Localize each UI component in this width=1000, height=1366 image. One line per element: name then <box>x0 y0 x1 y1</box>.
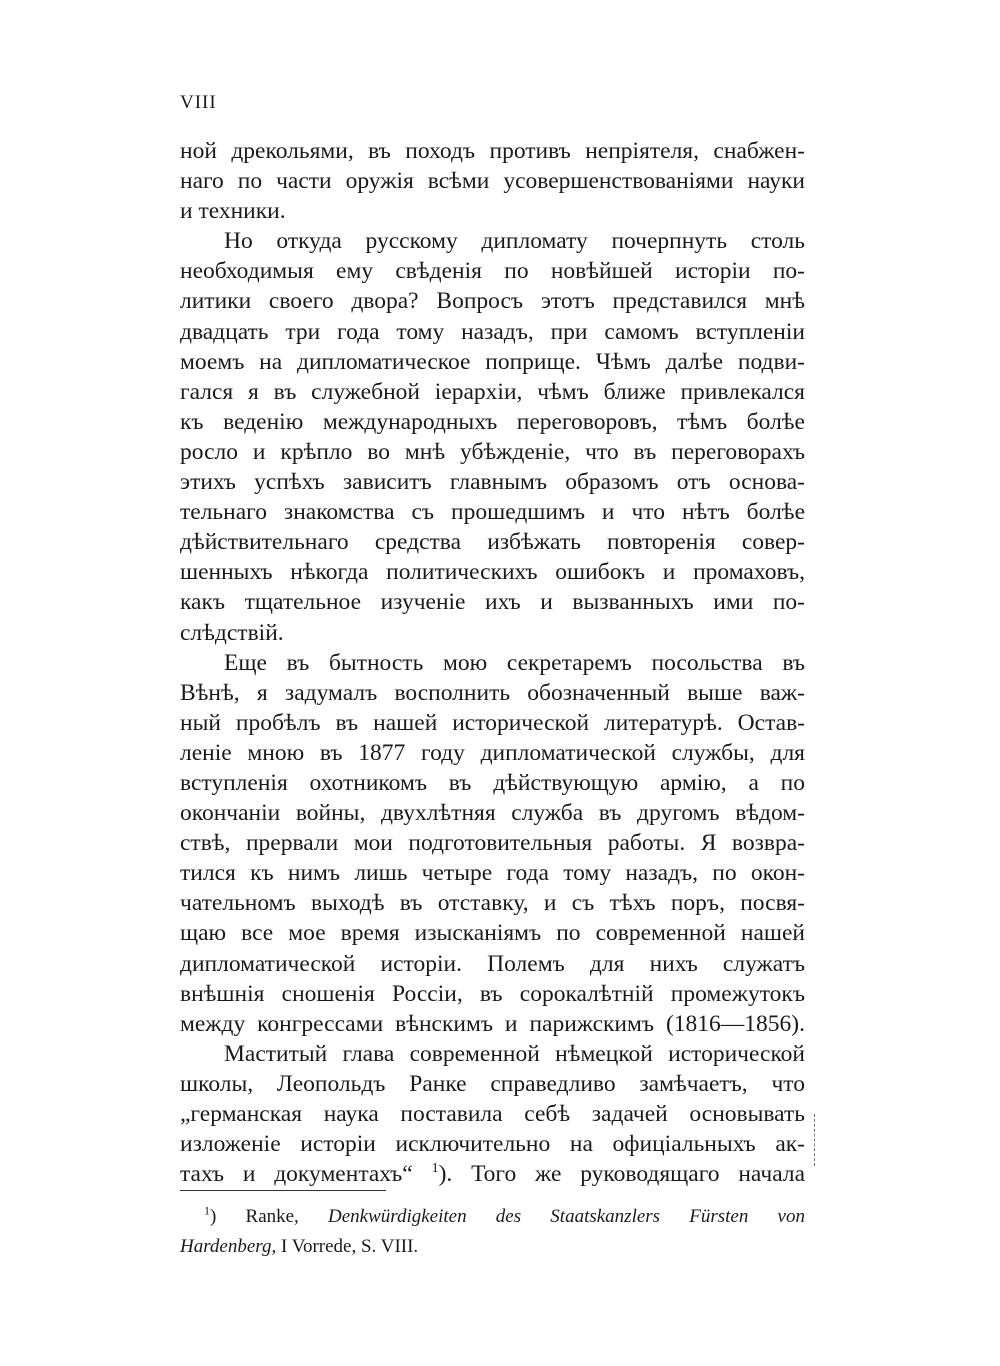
text-line: Но откуда русскому дипломату почерпнуть столь <box>224 228 805 255</box>
text-line: вступленія охотникомъ въ дѣйствующую армію, а по <box>180 769 805 796</box>
text-line <box>180 1159 805 1189</box>
text-line: дѣйствительнаго средства избѣжать повторенія совер- <box>180 529 805 556</box>
text-line: наго по части оружія всѣми усовершенствованіями науки <box>180 168 805 195</box>
text-line: слѣдствій. <box>180 619 284 646</box>
text-line: школы, Леопольдъ Ранке справедливо замѣчаетъ, что <box>180 1070 805 1097</box>
text-line: Вѣнѣ, я задумалъ восполнить обозначенный выше важ- <box>180 679 805 706</box>
text-line: окончаніи войны, двухлѣтняя служба въ другомъ вѣдом- <box>180 800 805 827</box>
footnote-line <box>180 1202 805 1232</box>
footnote-marker: 1 <box>204 1203 210 1218</box>
footnote <box>180 1202 805 1262</box>
text-line: къ веденію международныхъ переговоровъ, тѣмъ болѣе <box>180 408 805 435</box>
margin-mark <box>814 1114 815 1166</box>
text-line: гался я въ служебной іерархіи, чѣмъ ближе привлекался <box>180 378 805 405</box>
text-line: этихъ успѣхъ зависитъ главнымъ образомъ отъ основа- <box>180 469 805 496</box>
text-line: „германская наука поставила себѣ задачей основывать <box>180 1101 805 1127</box>
text-line: литики своего двора? Вопросъ этотъ представился мнѣ <box>180 288 805 315</box>
text-line: необходимыя ему свѣденія по новѣйшей исторіи по- <box>180 258 805 285</box>
page-number: VIII <box>180 92 217 113</box>
text-line: леніе мною въ 1877 году дипломатической службы, для <box>180 739 805 766</box>
text-line: дипломатической исторіи. Полемъ для нихъ служатъ <box>180 950 805 977</box>
text-line: росло и крѣпло во мнѣ убѣжденіе, что въ переговорахъ <box>180 438 805 465</box>
text-line: Еще въ бытность мою секретаремъ посольства въ <box>224 649 805 676</box>
text-line: тельнаго знакомства съ прошедшимъ и что нѣтъ болѣе <box>180 499 805 526</box>
text-line: изложеніе исторіи исключительно на офиціальныхъ ак- <box>180 1131 805 1158</box>
footnote-line <box>180 1232 805 1262</box>
footnote-title: Hardenberg, <box>180 1236 277 1257</box>
footnote-ref: 1 <box>431 1161 439 1177</box>
text-line: щаю все мое время изысканіямъ по современной нашей <box>180 920 805 947</box>
text-line: Маститый глава современной нѣмецкой исторической <box>224 1040 805 1067</box>
text-line: какъ тщательное изученіе ихъ и вызванныхъ ими по- <box>180 589 805 616</box>
body-text <box>180 136 805 1189</box>
text-line: ной дрекольями, въ походъ противъ непріятеля, снабжен- <box>180 138 805 164</box>
text-line: ный пробѣлъ въ нашей исторической литературѣ. Остав- <box>180 709 805 736</box>
footnote-title: Denkwürdigkeiten des Staatskanzlers Fürsten von <box>328 1206 805 1227</box>
text-line: шенныхъ нѣкогда политическихъ ошибокъ и промаховъ, <box>180 559 805 586</box>
footnote-lead: ) Ranke, <box>210 1206 328 1227</box>
text-line: и техники. <box>180 198 286 225</box>
footnote-divider <box>180 1190 386 1191</box>
text-fragment: ). Того же руководящаго начала <box>438 1161 806 1188</box>
text-fragment: тахъ и документахъ“ <box>180 1161 413 1188</box>
text-line: моемъ на дипломатическое поприще. Чѣмъ далѣе подви- <box>180 348 805 375</box>
footnote-tail: I Vorrede, S. VIII. <box>276 1236 419 1257</box>
text-line: ствѣ, прервали мои подготовительныя работы. Я возвра- <box>180 830 805 857</box>
text-line: двадцать три года тому назадъ, при самомъ вступленіи <box>180 318 805 345</box>
text-line: тился къ нимъ лишь четыре года тому назадъ, по окон- <box>180 860 805 887</box>
text-line: чательномъ выходѣ въ отставку, и съ тѣхъ поръ, посвя- <box>180 890 805 917</box>
text-line: между конгрессами вѣнскимъ и парижскимъ (1816—1856). <box>180 1010 805 1037</box>
text-line: внѣшнія сношенія Россіи, въ сорокалѣтній промежутокъ <box>180 980 805 1007</box>
